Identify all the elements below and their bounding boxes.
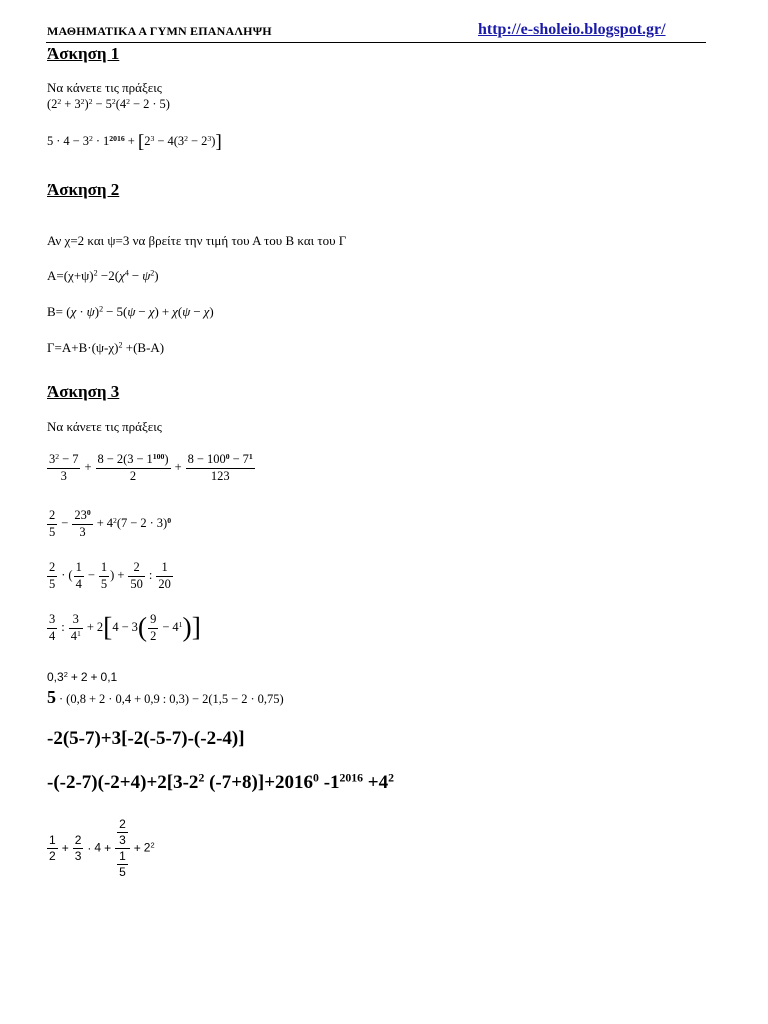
exercise-3-problem-2: $\frac{2}{5}$ − $\frac{23^0}{3}$ + $4^2(7 - 2 \cdot 3)^0$ bbox=[49, 507, 172, 539]
expression-A: $A=(\chi+\psi)^2 -2(\chi^4 - \psi^2)$ bbox=[47, 268, 159, 283]
exercise-3-problem-5: $0,3^2 + 2 + 0,1$ bbox=[47, 669, 118, 684]
header-divider bbox=[46, 42, 706, 43]
exercise-3-problem-6: 5 · (0,8 + 2 · 0,4 + 0,9 : 0,3) − 2(1,5 − 2 · 0,75) bbox=[47, 687, 284, 707]
exercise-3-problem-9: $\frac{1}{2}$ + $\frac{2}{3}$ · 4 + $\frac{\frac{2}{3}}{\frac{1}{5}}$ + $2^2$ bbox=[49, 817, 155, 879]
exercise-3-problem-1: $\frac{3^2 - 7}{3}$ + $\frac{8 - 2(3 - 1^{100})}{2}$ + $\frac{8 - 100^0 - 7^1}{123}$ bbox=[49, 451, 253, 483]
blog-link[interactable]: http://e-sholeio.blogspot.gr/ bbox=[478, 21, 666, 38]
expression-B: $B= (\chi \cdot \psi)^2 - 5(\psi - \chi) + \chi(\psi - \chi)$ bbox=[47, 304, 214, 319]
exercise-3-problem-7: -2(5-7)+3[-2(-5-7)-(-2-4)] bbox=[47, 728, 245, 749]
exercise-1-title: Άσκηση 1 bbox=[47, 44, 120, 63]
expression-G: $\Gamma=A+B\cdot(\psi-\chi)^2 +(B-A)$ bbox=[47, 340, 165, 355]
document-header-title: ΜΑΘΗΜΑΤΙΚΑ Α ΓΥΜΝ ΕΠΑΝΑΛΗΨΗ bbox=[47, 24, 272, 38]
exercise-2-title: Άσκηση 2 bbox=[47, 180, 120, 199]
exercise-2-instruction: Αν χ=2 και ψ=3 να βρείτε την τιμή του Α του Β και του Γ bbox=[47, 233, 347, 248]
exercise-1-expression-2: $5 \cdot 4 - 3^2 \cdot 1^{2016} + [2^3 - 4(3^2 - 2^3)]$ bbox=[47, 131, 222, 153]
exercise-3-problem-8: $-(-2-7)(-2+4)+2[3-2^2$ $(-7+8)]+2016^0$ $-1^{2016} +4^2$ bbox=[47, 771, 395, 793]
exercise-3-problem-3: $\frac{2}{5}$ · ( $\frac{1}{4}$ − $\frac{1}{5}$ ) + $\frac{2}{50}$ : $\frac{1}{20}$ bbox=[49, 560, 171, 591]
exercise-1-expression-1: $(2^2 + 3^2)^2 - 5^2(4^2 - 2 \cdot 5)$ bbox=[47, 96, 170, 111]
exercise-3-instruction: Να κάνετε τις πράξεις bbox=[47, 419, 162, 434]
exercise-3-title: Άσκηση 3 bbox=[47, 382, 120, 401]
exercise-3-problem-4: $\frac{3}{4}$ : $\frac{3}{4^1}$ + 2[4 − 3( $\frac{9}{2}$ − $4^1$)] bbox=[49, 610, 201, 643]
exercise-1-instruction: Να κάνετε τις πράξεις bbox=[47, 80, 162, 95]
